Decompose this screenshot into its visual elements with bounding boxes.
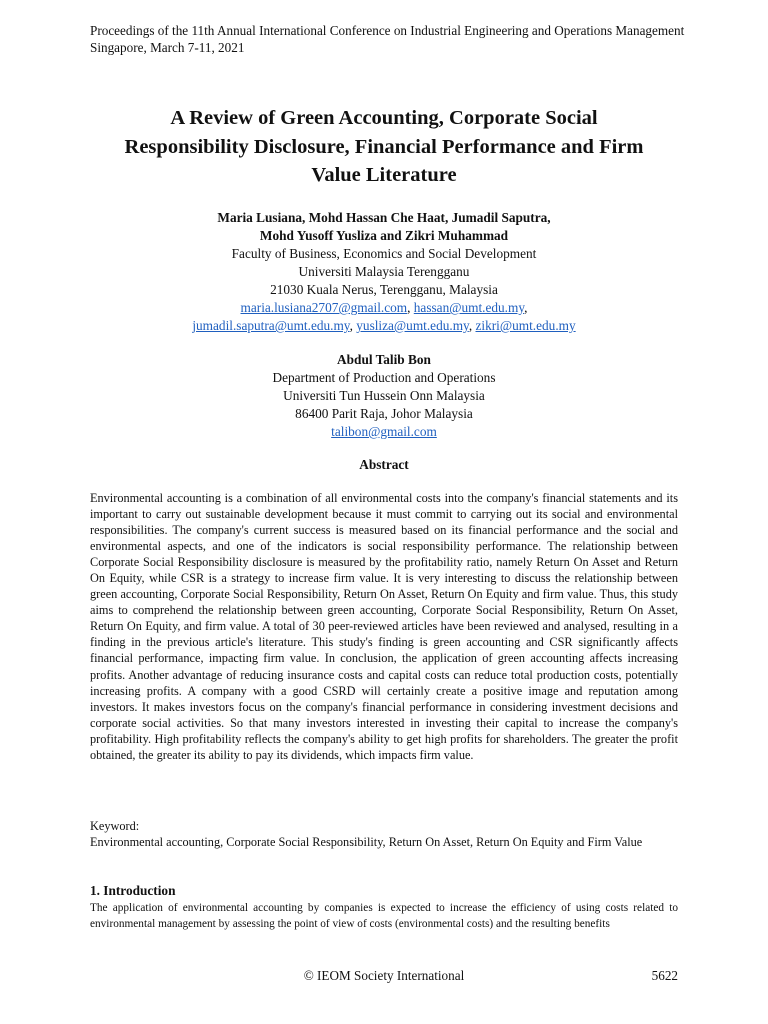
abstract-body: Environmental accounting is a combination of all environmental costs into the company's financial statements and its important to carry out sustainable development because it must commit to carrying out its social and environmental responsibilities. The company's current success is measured based on its financial performance and the social and environmental aspects, and one of the indicators is social responsibility performance. The relationship between Corporate Social Responsibility disclosure is measured by the profitability ratio, namely Return On Asset and Return On Equity, while CSR is a strategy to increase firm value. It is very interesting to discuss the relationship between green accounting, Corporate Social Responsibility, Return On Asset, Return On Equity and firm value. Thus, this study aims to comprehend the relationship between green accounting, Corporate Social Responsibility, Return On Asset, Return On Equity, and firm value. A total of 30 peer-reviewed articles have been reviewed and analysed, resulting in a finding in the previous article's literature. This study's finding is green accounting and CSR significantly affects financial performance, impacting firm value. In conclusion, the application of green accounting affects increasing profits. Another advantage of reducing insurance costs and capital costs can reduce total production costs, potentially increasing profits. A company with a good CSRD will certainly create a positive image and reputation among investors. It makes investors focus on the company's financial performance in considering investment decisions and corporate social activities. So that many investors interested in investing their capital to increase the company's profitability. High profitability reflects the company's ability to get high profits for shareholders. The greater the profit obtained, the greater its ability to pay its dividends, which impacts firm value.: [90, 491, 678, 762]
title-line-2: Responsibility Disclosure, Financial Performance and Firm: [124, 135, 644, 158]
paper-title: [60, 104, 708, 190]
keyword-label: Keyword:: [90, 819, 140, 833]
email-separator: ,: [407, 300, 414, 315]
keyword-text: Environmental accounting, Corporate Social Responsibility, Return On Asset, Return On Equity and Firm Value: [90, 835, 643, 849]
author-names-line-1: Maria Lusiana, Mohd Hassan Che Haat, Jumadil Saputra,: [217, 210, 551, 225]
introduction-body: The application of environmental accounting by companies is expected to increase the efficiency of using costs related to environmental management by assessing the point of view of costs (environmental costs) and the resulting benefits: [90, 902, 678, 930]
affiliation-university: Universiti Malaysia Terengganu: [298, 264, 470, 279]
affiliation-address-2: 86400 Parit Raja, Johor Malaysia: [295, 406, 473, 421]
affiliation-university-2: Universiti Tun Hussein Onn Malaysia: [283, 388, 485, 403]
running-header: [90, 22, 730, 56]
author-block-1: [90, 209, 678, 335]
affiliation-address: 21030 Kuala Nerus, Terengganu, Malaysia: [270, 282, 498, 297]
email-link-hassan[interactable]: hassan@umt.edu.my: [413, 300, 525, 315]
author-name-bon: Abdul Talib Bon: [337, 352, 431, 367]
title-line-1: A Review of Green Accounting, Corporate Social: [170, 107, 598, 129]
email-separator: ,: [349, 318, 357, 333]
section-heading-introduction: 1. Introduction: [90, 883, 176, 898]
header-line-1: Proceedings of the 11th Annual International Conference on Industrial Engineering and Operations Management: [90, 23, 685, 38]
email-separator: ,: [468, 318, 476, 333]
abstract-heading: Abstract: [359, 457, 409, 472]
email-line-bon: [90, 423, 678, 441]
footer-copyright: © IEOM Society International: [303, 968, 465, 983]
author-names-line-2: Mohd Yusoff Yusliza and Zikri Muhammad: [259, 228, 509, 243]
email-link-jumadil[interactable]: jumadil.saputra@umt.edu.my: [192, 318, 350, 333]
affiliation-faculty: Faculty of Business, Economics and Social Development: [231, 246, 537, 261]
affiliation-department: Department of Production and Operations: [272, 370, 496, 385]
email-link-maria[interactable]: maria.lusiana2707@gmail.com: [240, 300, 408, 315]
email-separator: ,: [524, 300, 528, 315]
email-link-zikri[interactable]: zikri@umt.edu.my: [475, 318, 576, 333]
email-line-1: [90, 299, 678, 317]
header-line-2: Singapore, March 7-11, 2021: [90, 40, 245, 55]
email-link-talibon[interactable]: talibon@gmail.com: [331, 424, 437, 439]
email-line-2: [90, 317, 678, 335]
author-block-2: [90, 351, 678, 441]
footer-page-number: 5622: [651, 968, 678, 983]
email-link-yusliza[interactable]: yusliza@umt.edu.my: [356, 318, 469, 333]
title-line-3: Value Literature: [311, 164, 457, 186]
keyword-block: [90, 818, 678, 850]
